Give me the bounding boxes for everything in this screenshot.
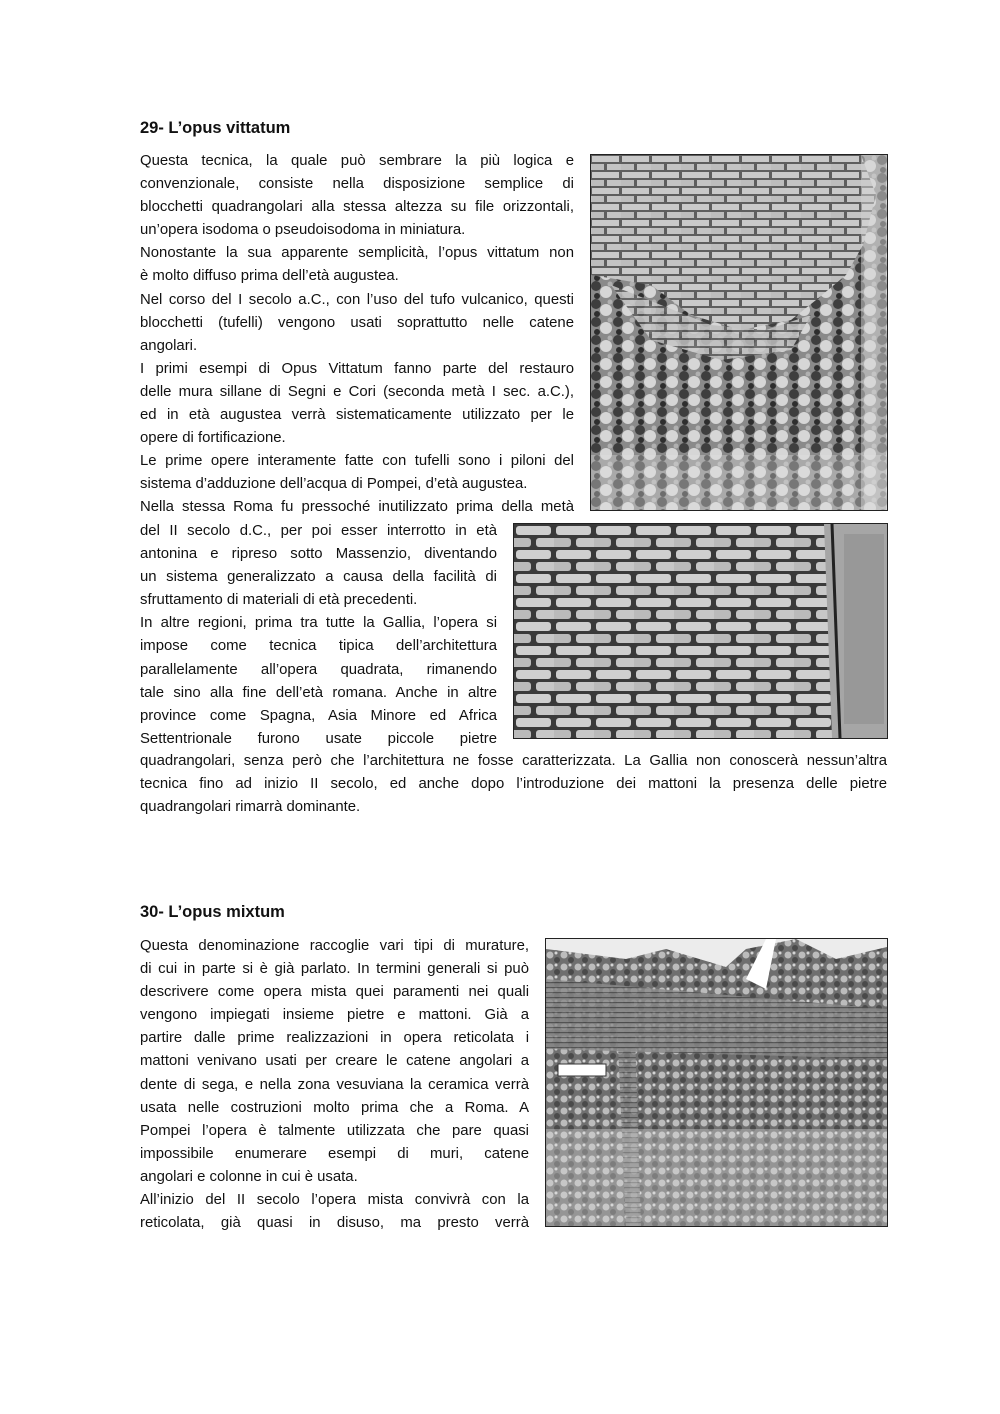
- text-line: Questa tecnica, la quale può sembrare la più logica e: [140, 153, 574, 169]
- vittatum-wall-photo-1: [590, 154, 888, 511]
- text-line: Pompei l’opera è talmente utilizzata che pare quasi: [140, 1122, 529, 1139]
- text-line: Questa denominazione raccoglie vari tipi di murature,: [140, 938, 529, 954]
- text-line: Settentrionale furono usate piccole pietre: [140, 730, 497, 747]
- text-line: vengono impiegati insieme pietre e mattoni. Già a: [140, 1007, 529, 1024]
- section-29-title: 29- L’opus vittatum: [140, 119, 291, 137]
- text-line: convenzionale, consiste nella disposizione semplice di: [140, 176, 574, 193]
- text-line: blocchetti quadrangolari alla stessa altezza su file orizzontali,: [140, 199, 574, 216]
- text-line: di cui in parte si è già parlato. In termini generali si può: [140, 961, 529, 978]
- text-line: quadrangolari, senza però che l’architettura ne fosse caratterizzata. La Gallia non conoscerà nessun’altra: [140, 753, 887, 769]
- text-line: angolari e colonne in cui è usata.: [140, 1168, 358, 1185]
- text-line: un sistema generalizzato a causa della facilità di: [140, 569, 497, 586]
- text-line: reticolata, già quasi in disuso, ma presto verrà: [140, 1215, 529, 1232]
- text-line: quadrangolari rimarrà dominante.: [140, 799, 361, 816]
- text-line: antonina e ripreso sotto Massenzio, diventando: [140, 546, 497, 563]
- section-29-text-block-a: [140, 150, 574, 520]
- wall-photo-1-graphic: [591, 155, 887, 510]
- text-line: descrivere come opera mista quei paramenti nei quali: [140, 984, 529, 1001]
- text-line: province come Spagna, Asia Minore ed Africa: [140, 707, 497, 724]
- text-line: tecnica fino ad inizio II secolo, ed anche dopo l’introduzione dei mattoni la presenza delle pietre: [140, 776, 887, 793]
- text-line: Nonostante la sua apparente semplicità, l’opus vittatum non: [140, 245, 574, 262]
- mixtum-wall-photo: [545, 938, 888, 1227]
- section-30-title: 30- L’opus mixtum: [140, 903, 285, 921]
- text-line: del II secolo d.C., per poi esser interrotto in età: [140, 523, 497, 539]
- text-line: opere di fortificazione.: [140, 430, 286, 447]
- text-line: blocchetti (tufelli) vengono usati soprattutto nelle catene: [140, 314, 574, 331]
- text-line: angolari.: [140, 337, 198, 354]
- text-line: ed in età augustea verrà sistematicamente utilizzato per le: [140, 407, 574, 424]
- text-line: impose come tecnica tipica dell’architettura: [140, 638, 497, 655]
- text-line: I primi esempi di Opus Vittatum fanno parte del restauro: [140, 360, 574, 377]
- text-line: delle mura sillane di Segni e Cori (seconda metà I sec. a.C.),: [140, 383, 574, 400]
- text-line: partire dalle prime realizzazioni in opera reticolata i: [140, 1030, 529, 1047]
- text-line: In altre regioni, prima tra tutte la Gallia, l’opera si: [140, 615, 497, 632]
- wall-photo-3-graphic: [546, 939, 887, 1226]
- section-29-text-block-c: [140, 750, 887, 819]
- text-line: dente di sega, e nella zona vesuviana la ceramica verrà: [140, 1076, 529, 1093]
- text-line: sistema d’adduzione dell’acqua di Pompei, d’età augustea.: [140, 476, 528, 493]
- text-line: All’inizio del II secolo l’opera mista convivrà con la: [140, 1192, 529, 1209]
- text-line: Le prime opere interamente fatte con tufelli sono i piloni del: [140, 453, 574, 470]
- text-line: impossibile enumerare esempi di muri, catene: [140, 1145, 529, 1162]
- text-line: tale sino alla fine dell’età romana. Anche in altre: [140, 684, 497, 701]
- text-line: Nella stessa Roma fu pressoché inutilizzato prima della metà: [140, 499, 574, 516]
- text-line: Nel corso del I secolo a.C., con l’uso del tufo vulcanico, questi: [140, 291, 574, 308]
- text-line: parallelamente all’opera quadrata, rimanendo: [140, 661, 497, 678]
- section-29-text-block-b: [140, 520, 497, 751]
- vittatum-wall-photo-2: [513, 523, 888, 739]
- text-line: sfruttamento di materiali di età precedenti.: [140, 592, 418, 609]
- text-line: usata nelle costruzioni molto prima che a Roma. A: [140, 1099, 529, 1116]
- section-30-text-block: [140, 935, 529, 1235]
- text-line: un’opera isodoma o pseudoisodoma in miniatura.: [140, 222, 466, 239]
- wall-photo-2-graphic: [514, 524, 887, 738]
- text-line: è molto diffuso prima dell’età augustea.: [140, 268, 399, 285]
- text-line: mattoni venivano usati per creare le catene angolari a: [140, 1053, 529, 1070]
